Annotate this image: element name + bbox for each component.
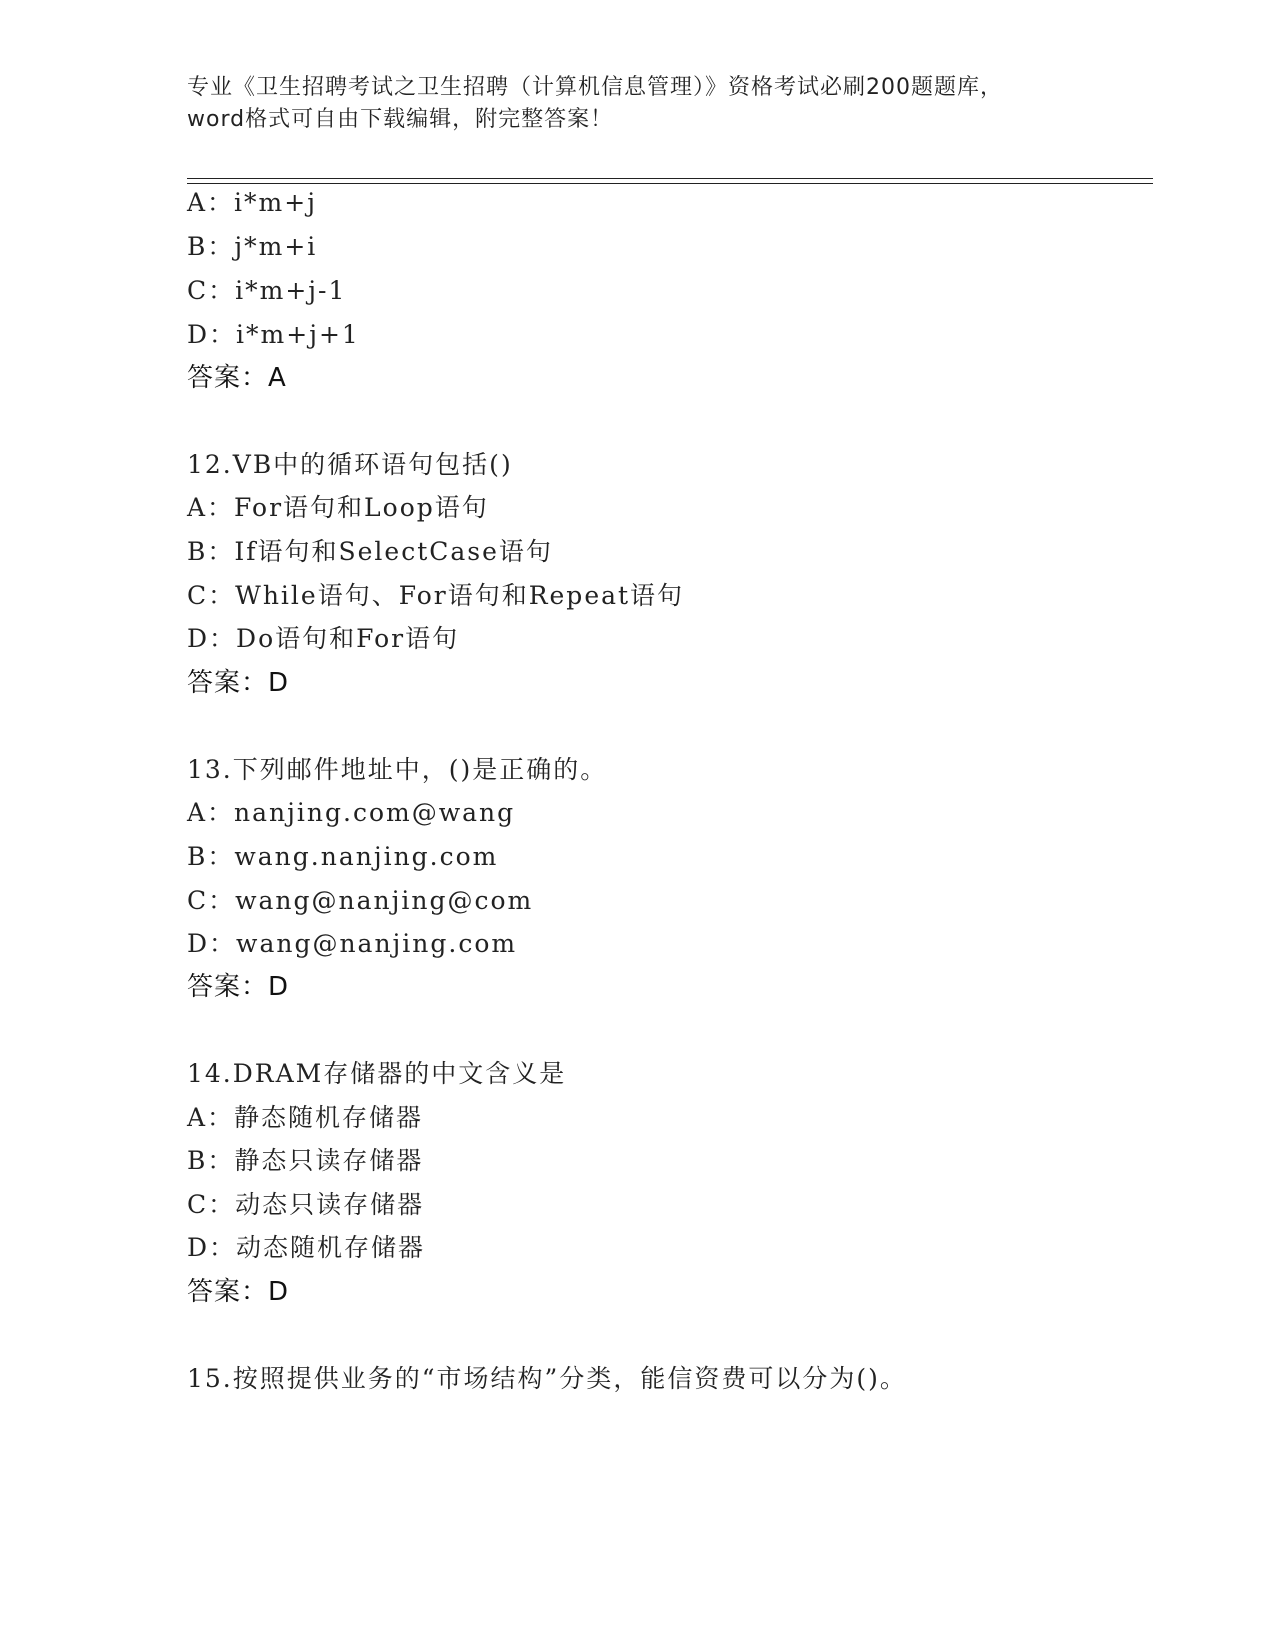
q12-option-b: B：If语句和SelectCase语句 bbox=[187, 537, 553, 566]
q13-option-c: C：wang@nanjing@com bbox=[187, 886, 534, 915]
q14-option-d: D：动态随机存储器 bbox=[187, 1233, 426, 1262]
q11-answer: 答案：A bbox=[187, 363, 287, 393]
header-divider-bottom bbox=[187, 183, 1153, 184]
document-header bbox=[187, 72, 1087, 136]
header-divider-top bbox=[187, 178, 1153, 179]
q15-stem: 15.按照提供业务的“市场结构”分类，能信资费可以分为()。 bbox=[187, 1364, 907, 1393]
q13-option-d: D：wang@nanjing.com bbox=[187, 929, 518, 958]
q13-stem: 13.下列邮件地址中，()是正确的。 bbox=[187, 755, 608, 784]
q14-option-b: B：静态只读存储器 bbox=[187, 1146, 424, 1175]
q12-option-a: A：For语句和Loop语句 bbox=[187, 493, 489, 522]
q11-option-c: C：i*m+j-1 bbox=[187, 276, 347, 305]
q14-stem: 14.DRAM存储器的中文含义是 bbox=[187, 1059, 567, 1088]
q12-option-d: D：Do语句和For语句 bbox=[187, 624, 460, 653]
header-line-1: 专业《卫生招聘考试之卫生招聘（计算机信息管理）》资格考试必刷200题题库， bbox=[187, 75, 1003, 100]
q14-answer: 答案：D bbox=[187, 1277, 290, 1307]
q11-option-a: A：i*m+j bbox=[187, 188, 317, 217]
q14-option-a: A：静态随机存储器 bbox=[187, 1103, 424, 1132]
q13-option-b: B：wang.nanjing.com bbox=[187, 842, 499, 871]
header-line-2: word格式可自由下载编辑，附完整答案！ bbox=[187, 107, 614, 132]
q11-option-b: B：j*m+i bbox=[187, 232, 318, 261]
q13-option-a: A：nanjing.com@wang bbox=[187, 798, 516, 827]
q11-option-d: D：i*m+j+1 bbox=[187, 320, 360, 349]
q14-option-c: C：动态只读存储器 bbox=[187, 1190, 425, 1219]
q12-stem: 12.VB中的循环语句包括() bbox=[187, 450, 513, 479]
q12-option-c: C：While语句、For语句和Repeat语句 bbox=[187, 581, 685, 610]
q12-answer: 答案：D bbox=[187, 668, 290, 698]
q13-answer: 答案：D bbox=[187, 972, 290, 1002]
